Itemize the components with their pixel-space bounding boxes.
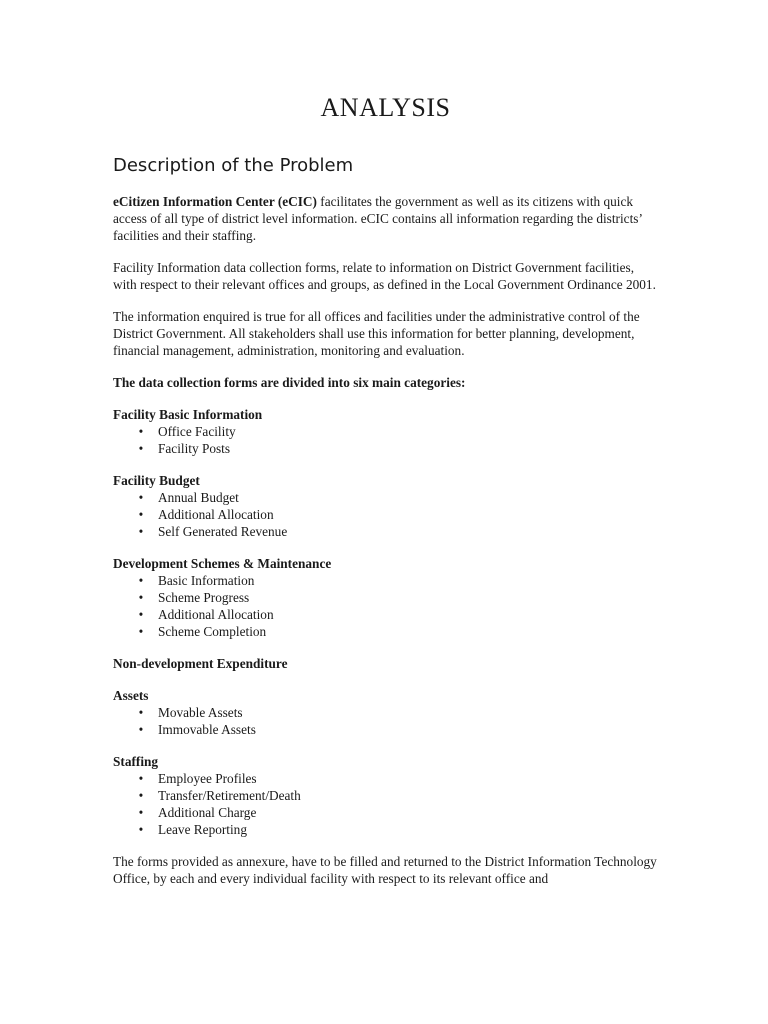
category-staffing (113, 753, 658, 838)
category-title: Facility Basic Information (113, 407, 263, 422)
category-list (113, 423, 658, 457)
category-list (113, 704, 658, 738)
list-item: • Additional Charge (113, 804, 658, 821)
category-assets (113, 687, 658, 738)
list-item: • Immovable Assets (113, 721, 658, 738)
list-item: • Facility Posts (113, 440, 658, 457)
paragraph-forms: Facility Information data collection forms, relate to information on District Government facilities, with respect to their relevant offices and groups, as defined in the Local Government Ordinance 2001. (113, 260, 656, 292)
paragraph-intro-text: facilitates the government as well as its citizens with quick access of all type of district level information. eCIC contains all information regarding the districts’ facilities and their staffing. (113, 194, 642, 243)
paragraph-closing: The forms provided as annexure, have to be filled and returned to the District Information Technology Office, by each and every individual facility with respect to its relevant office and (113, 854, 657, 886)
list-item: • Transfer/Retirement/Death (113, 787, 658, 804)
category-non-development-expenditure (113, 655, 658, 672)
category-facility-budget (113, 472, 658, 540)
category-facility-basic-information (113, 406, 658, 457)
category-development-schemes (113, 555, 658, 640)
bullet-icon: • (138, 788, 144, 803)
list-item: • Scheme Completion (113, 623, 658, 640)
bullet-icon: • (138, 822, 144, 837)
list-item: • Annual Budget (113, 489, 658, 506)
category-title: Facility Budget (113, 473, 200, 488)
bullet-icon: • (138, 490, 144, 505)
bullet-icon: • (138, 705, 144, 720)
body-text (113, 193, 658, 902)
ecic-name: eCitizen Information Center (eCIC) (113, 194, 317, 209)
bullet-icon: • (138, 424, 144, 439)
list-item: • Scheme Progress (113, 589, 658, 606)
list-item: • Basic Information (113, 572, 658, 589)
categories-intro: The data collection forms are divided into six main categories: (113, 375, 466, 390)
bullet-icon: • (138, 524, 144, 539)
category-list (113, 489, 658, 540)
category-title: Non-development Expenditure (113, 656, 288, 671)
list-item: • Office Facility (113, 423, 658, 440)
bullet-icon: • (138, 771, 144, 786)
bullet-icon: • (138, 805, 144, 820)
list-item: • Additional Allocation (113, 506, 658, 523)
list-item: • Movable Assets (113, 704, 658, 721)
category-list (113, 572, 658, 640)
paragraph-scope: The information enquired is true for all offices and facilities under the administrative control of the District Government. All stakeholders shall use this information for better planning, development, financial management, administration, monitoring and evaluation. (113, 309, 640, 358)
bullet-icon: • (138, 590, 144, 605)
category-title: Staffing (113, 754, 159, 769)
list-item: • Employee Profiles (113, 770, 658, 787)
page-title: ANALYSIS (320, 93, 451, 122)
list-item: • Leave Reporting (113, 821, 658, 838)
paragraph-intro (113, 193, 658, 244)
category-list (113, 770, 658, 838)
bullet-icon: • (138, 507, 144, 522)
category-title: Development Schemes & Maintenance (113, 556, 332, 571)
bullet-icon: • (138, 573, 144, 588)
bullet-icon: • (138, 722, 144, 737)
bullet-icon: • (138, 624, 144, 639)
bullet-icon: • (138, 607, 144, 622)
bullet-icon: • (138, 441, 144, 456)
list-item: • Self Generated Revenue (113, 523, 658, 540)
section-heading: Description of the Problem (113, 155, 354, 176)
list-item: • Additional Allocation (113, 606, 658, 623)
category-title: Assets (113, 688, 149, 703)
